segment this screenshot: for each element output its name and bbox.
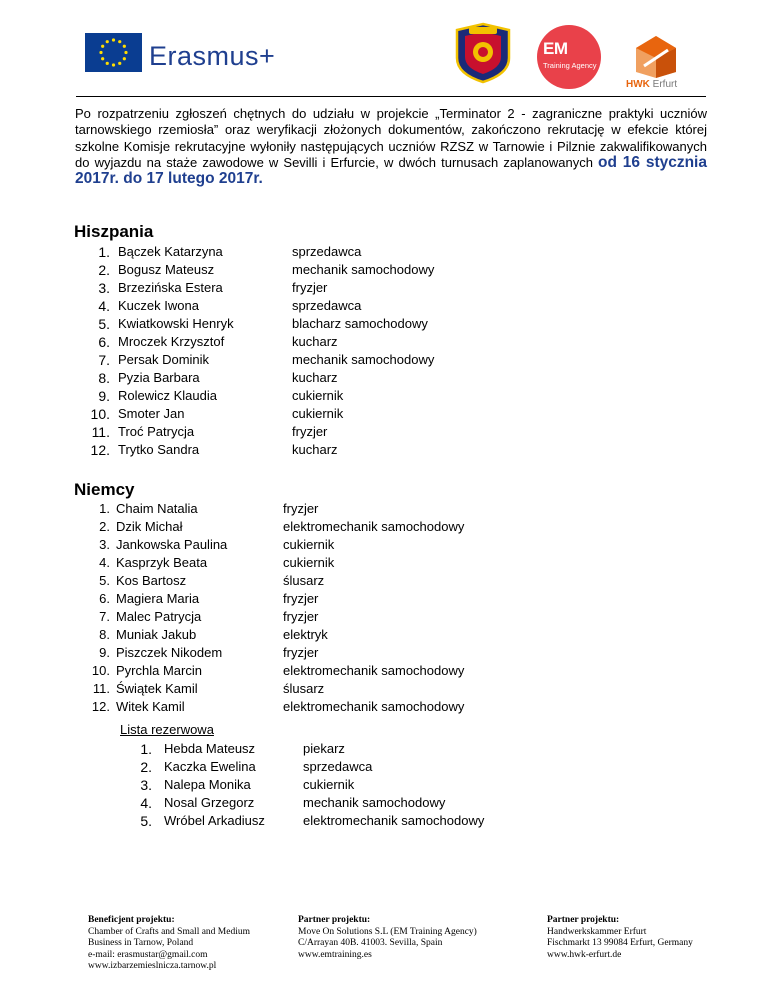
intro-dates: od 16 stycznia 2017r. do 17 lutego 2017r. (75, 153, 707, 188)
list-item (0, 423, 768, 441)
profession: elektromechanik samochodowy (283, 663, 465, 678)
profession: elektromechanik samochodowy (283, 699, 465, 714)
person-name: Trytko Sandra (118, 442, 200, 457)
list-item (0, 333, 768, 351)
eu-star-icon (123, 45, 126, 48)
profession: sprzedawca (292, 244, 362, 259)
list-item (0, 315, 768, 333)
item-number: 10. (91, 663, 110, 678)
eu-star-icon (112, 38, 115, 41)
em-logo-subtitle: Training Agency (543, 61, 597, 70)
list-item (0, 608, 768, 626)
profession: blacharz samochodowy (292, 316, 428, 331)
item-number: 10. (90, 406, 110, 422)
item-number: 12. (90, 442, 110, 458)
person-name: Kuczek Iwona (118, 298, 199, 313)
list-item (0, 812, 768, 830)
list-item (0, 500, 768, 518)
intro-paragraph (75, 106, 707, 187)
item-number: 3. (99, 537, 110, 552)
eu-star-icon (99, 51, 102, 54)
eu-star-icon (124, 51, 127, 54)
person-name: Muniak Jakub (116, 627, 197, 642)
profession: ślusarz (283, 681, 325, 696)
item-number: 2. (98, 262, 110, 278)
footer-line: C/Arrayan 40B. 41003. Sevilla, Spain (298, 938, 443, 948)
person-name: Brzezińska Estera (118, 280, 223, 295)
list-item (0, 369, 768, 387)
person-name: Witek Kamil (116, 699, 185, 714)
list-item (0, 405, 768, 423)
section-title-niemcy: Niemcy (74, 480, 135, 499)
person-name: Mroczek Krzysztof (118, 334, 225, 349)
footer-line: www.hwk-erfurt.de (547, 949, 622, 960)
header-divider (76, 96, 706, 97)
em-training-agency-logo (537, 25, 601, 89)
profession: cukiernik (303, 777, 355, 792)
eu-star-icon (106, 62, 109, 65)
person-name: Piszczek Nikodem (116, 645, 223, 660)
item-number: 1. (140, 741, 152, 757)
list-item (0, 387, 768, 405)
footer-line: www.izbarzemieslnicza.tarnow.pl (88, 961, 217, 971)
list-item (0, 590, 768, 608)
item-number: 12. (91, 699, 110, 714)
profession: ślusarz (283, 573, 325, 588)
list-item (0, 297, 768, 315)
item-number: 5. (98, 316, 110, 332)
item-number: 3. (98, 280, 110, 296)
profession: fryzjer (283, 609, 319, 624)
footer-heading: Beneficjent projektu: (88, 915, 175, 925)
person-name: Świątek Kamil (116, 681, 198, 696)
profession: elektromechanik samochodowy (283, 519, 465, 534)
person-name: Kos Bartosz (116, 573, 187, 588)
item-number: 8. (99, 627, 110, 642)
footer-line: Chamber of Crafts and Small and Medium (88, 926, 250, 937)
eu-star-icon (106, 40, 109, 43)
profession: sprzedawca (303, 759, 373, 774)
list-item (0, 758, 768, 776)
hwk-logo-text: HWK Erfurt (626, 79, 678, 90)
list-item (0, 680, 768, 698)
item-number: 4. (140, 795, 152, 811)
list-item (0, 644, 768, 662)
eu-star-icon (101, 45, 104, 48)
person-name: Kaczka Ewelina (164, 759, 256, 774)
person-name: Kwiatkowski Henryk (118, 316, 234, 331)
section-title-hiszpania: Hiszpania (74, 222, 154, 241)
item-number: 11. (92, 681, 110, 696)
eu-star-icon (101, 57, 104, 60)
person-name: Chaim Natalia (116, 501, 198, 516)
profession: mechanik samochodowy (292, 352, 435, 367)
list-item (0, 536, 768, 554)
profession: sprzedawca (292, 298, 362, 313)
list-hiszpania (0, 243, 768, 459)
list-item (0, 776, 768, 794)
profession: cukiernik (283, 555, 335, 570)
item-number: 6. (99, 591, 110, 606)
item-number: 2. (140, 759, 152, 775)
profession: elektryk (283, 627, 328, 642)
profession: kucharz (292, 370, 338, 385)
profession: fryzjer (283, 645, 319, 660)
item-number: 4. (99, 555, 110, 570)
profession: mechanik samochodowy (303, 795, 446, 810)
list-item (0, 698, 768, 716)
item-number: 7. (99, 609, 110, 624)
item-number: 3. (140, 777, 152, 793)
footer-line: Business in Tarnow, Poland (88, 938, 194, 948)
profession: fryzjer (283, 501, 319, 516)
profession: piekarz (303, 741, 345, 756)
eu-star-icon (123, 57, 126, 60)
list-item (0, 794, 768, 812)
eu-star-icon (112, 63, 115, 66)
intro-text: Po rozpatrzeniu zgłoszeń chętnych do udziału w projekcie „Terminator 2 - zagraniczne praktyki uczniów tarnowskiego rzemiosła” oraz weryfikacji złożonych dokumentów, zakończono rekrutację w efekcie której szkolne Komisje rekrutacyjne wyłoniły następujących uczniów RZSZ w Tarnowie i Pilznie zakwalifikowanych do wyjazdu na staże zawodowe w Sevilli i Erfurcie, w dwóch turnusach zaplanowanych (75, 106, 707, 170)
profession: kucharz (292, 442, 338, 457)
person-name: Hebda Mateusz (164, 741, 256, 756)
rzsz-crest-icon (452, 22, 514, 84)
item-number: 9. (98, 388, 110, 404)
footer-partner-em (298, 915, 477, 961)
footer-heading: Partner projektu: (298, 915, 371, 925)
person-name: Pyzia Barbara (118, 370, 200, 385)
item-number: 5. (140, 813, 152, 829)
eu-flag-icon (85, 33, 142, 72)
eu-star-icon (118, 40, 121, 43)
profession: kucharz (292, 334, 338, 349)
footer-line: Fischmarkt 13 99084 Erfurt, Germany (547, 938, 693, 948)
reserve-list-title: Lista rezerwowa (120, 722, 214, 737)
footer-partner-hwk (547, 915, 693, 961)
person-name: Troć Patrycja (118, 424, 195, 439)
item-number: 1. (98, 244, 110, 260)
list-item (0, 626, 768, 644)
erasmus-logo-text: Erasmus+ (149, 41, 276, 71)
profession: fryzjer (283, 591, 319, 606)
list-rezerwowa (0, 740, 768, 830)
person-name: Nosal Grzegorz (164, 795, 255, 810)
item-number: 1. (99, 501, 110, 516)
profession: cukiernik (283, 537, 335, 552)
item-number: 6. (98, 334, 110, 350)
list-item (0, 351, 768, 369)
item-number: 7. (98, 352, 110, 368)
person-name: Wróbel Arkadiusz (164, 813, 265, 828)
person-name: Smoter Jan (118, 406, 185, 421)
person-name: Persak Dominik (118, 352, 210, 367)
list-item (0, 261, 768, 279)
person-name: Bogusz Mateusz (118, 262, 215, 277)
profession: elektromechanik samochodowy (303, 813, 485, 828)
item-number: 9. (99, 645, 110, 660)
person-name: Dzik Michał (116, 519, 183, 534)
list-item (0, 740, 768, 758)
profession: fryzjer (292, 280, 328, 295)
person-name: Pyrchla Marcin (116, 663, 202, 678)
list-item (0, 554, 768, 572)
person-name: Bączek Katarzyna (118, 244, 223, 259)
em-logo-letters: EM (543, 39, 568, 58)
list-item (0, 518, 768, 536)
person-name: Magiera Maria (116, 591, 200, 606)
list-item (0, 279, 768, 297)
person-name: Nalepa Monika (164, 777, 251, 792)
item-number: 4. (98, 298, 110, 314)
item-number: 11. (91, 424, 110, 440)
item-number: 5. (99, 573, 110, 588)
footer-line: Move On Solutions S.L (EM Training Agency) (298, 926, 477, 937)
list-item (0, 243, 768, 261)
profession: fryzjer (292, 424, 328, 439)
footer-line: www.emtraining.es (298, 949, 372, 960)
list-item (0, 441, 768, 459)
profession: mechanik samochodowy (292, 262, 435, 277)
list-item (0, 662, 768, 680)
person-name: Kasprzyk Beata (116, 555, 208, 570)
footer-heading: Partner projektu: (547, 915, 620, 925)
footer-line: e-mail: erasmustar@gmail.com (88, 949, 208, 960)
person-name: Malec Patrycja (116, 609, 202, 624)
eu-star-icon (118, 62, 121, 65)
profession: cukiernik (292, 388, 344, 403)
footer-line: Handwerkskammer Erfurt (547, 926, 647, 937)
profession: cukiernik (292, 406, 344, 421)
footer-beneficjent (88, 915, 250, 973)
list-niemcy (0, 500, 768, 716)
person-name: Rolewicz Klaudia (118, 388, 217, 403)
person-name: Jankowska Paulina (116, 537, 228, 552)
list-item (0, 572, 768, 590)
item-number: 8. (98, 370, 110, 386)
item-number: 2. (99, 519, 110, 534)
